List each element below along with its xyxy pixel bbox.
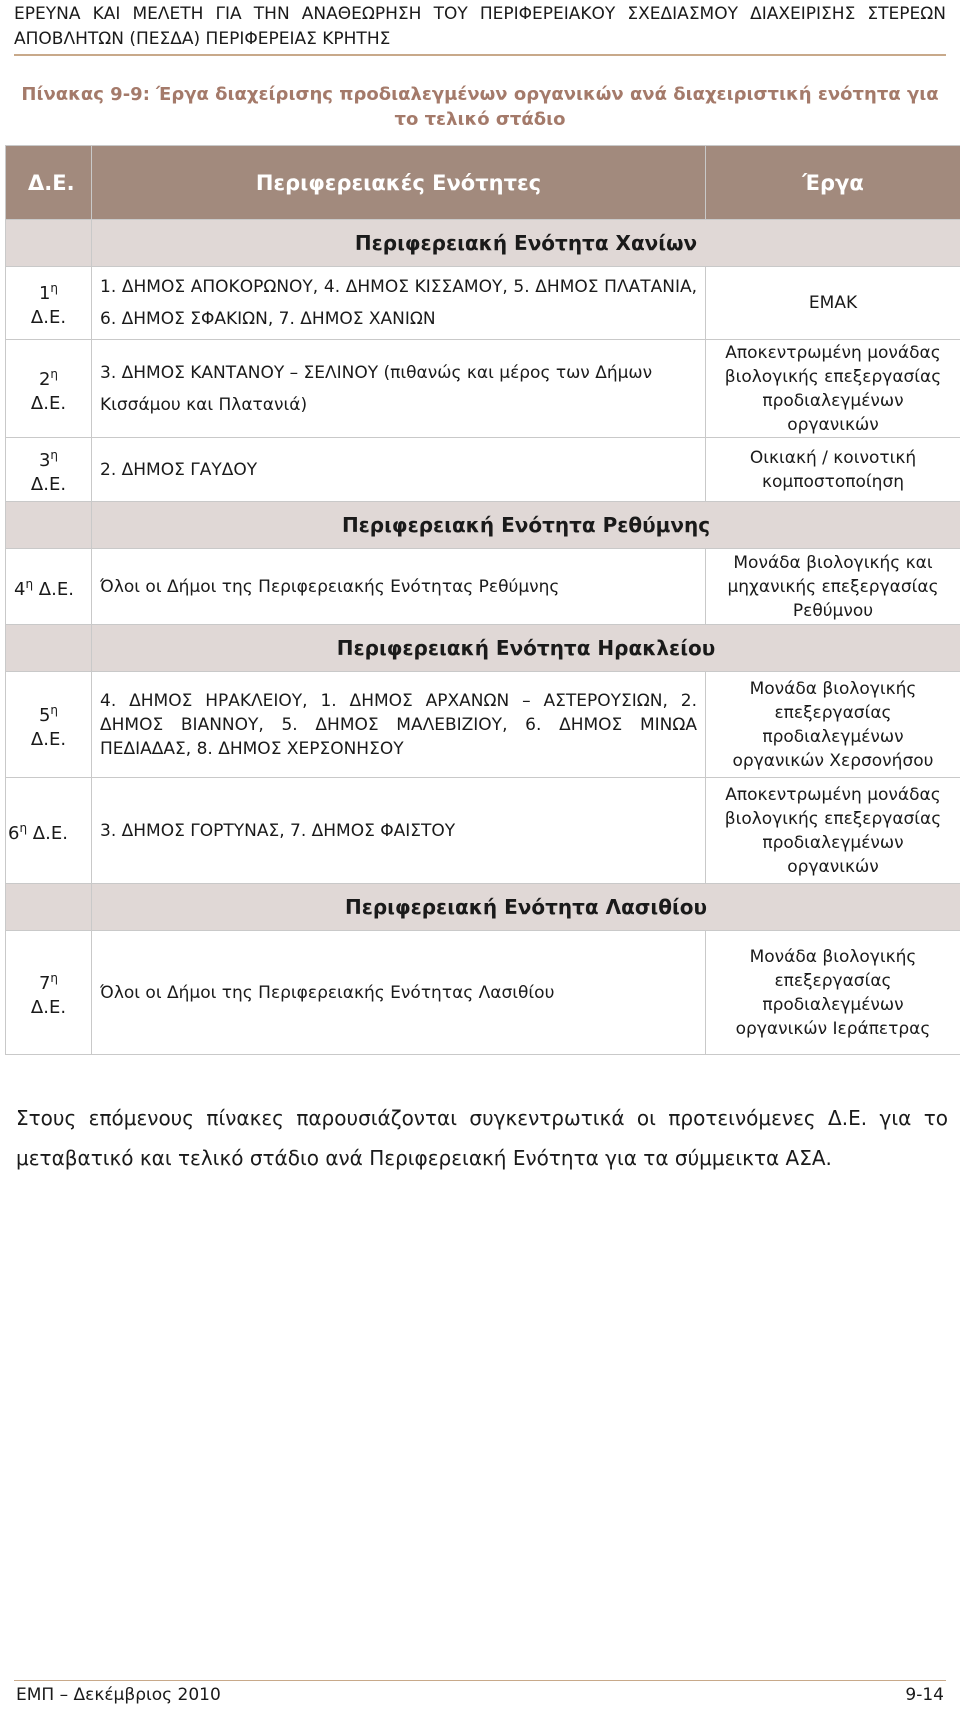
de-cell: $3^\eta$ Δ.Ε.	[6, 438, 92, 502]
region-row-heraklion	[6, 625, 960, 672]
running-header-line-1: ΕΡΕΥΝΑ ΚΑΙ ΜΕΛΕΤΗ ΓΙΑ ΤΗΝ ΑΝΑΘΕΩΡΗΣΗ ΤΟΥ ΠΕΡΙΦΕΡΕΙΑΚΟΥ ΣΧΕΔΙΑΣΜΟΥ ΔΙΑΧΕΙΡΙΣΗΣ ΣΤΕΡΕΩΝ	[14, 4, 946, 24]
municipalities-cell: 2. ΔΗΜΟΣ ΓΑΥΔΟΥ	[92, 438, 706, 502]
region-spacer	[6, 502, 92, 549]
region-title: Περιφερειακή Ενότητα Ηρακλείου	[92, 625, 960, 672]
region-row-rethymno	[6, 502, 960, 549]
table-row	[6, 672, 960, 778]
table-header-row	[6, 146, 960, 220]
project-cell: Μονάδα βιολογικής επεξεργασίας προδιαλεγμένων οργανικών Ιεράπετρας	[706, 931, 960, 1055]
project-cell: Αποκεντρωμένη μονάδας βιολογικής επεξεργασίας προδιαλεγμένων οργανικών	[706, 340, 960, 438]
footer-divider	[14, 1680, 946, 1681]
project-cell: Οικιακή / κοινοτική κομποστοποίηση	[706, 438, 960, 502]
page-number: 9-14	[905, 1685, 944, 1705]
de-cell: $4^\eta$ Δ.Ε.	[6, 549, 92, 625]
header-regional-units: Περιφερειακές Ενότητες	[92, 146, 706, 220]
projects-table	[5, 145, 960, 1055]
de-cell: $6^\eta$ Δ.Ε.	[6, 778, 92, 884]
header-de: Δ.Ε.	[6, 146, 92, 220]
project-cell: Αποκεντρωμένη μονάδας βιολογικής επεξεργασίας προδιαλεγμένων οργανικών	[706, 778, 960, 884]
table-row	[6, 340, 960, 438]
running-header	[14, 2, 946, 52]
region-title: Περιφερειακή Ενότητα Λασιθίου	[92, 884, 960, 931]
region-title: Περιφερειακή Ενότητα Ρεθύμνης	[92, 502, 960, 549]
de-cell: $7^\eta$ Δ.Ε.	[6, 931, 92, 1055]
region-row-chania	[6, 220, 960, 267]
table-row	[6, 778, 960, 884]
municipalities-cell: Όλοι οι Δήμοι της Περιφερειακής Ενότητας Ρεθύμνης	[92, 549, 706, 625]
municipalities-cell: Όλοι οι Δήμοι της Περιφερειακής Ενότητας Λασιθίου	[92, 931, 706, 1055]
region-title: Περιφερειακή Ενότητα Χανίων	[92, 220, 960, 267]
footer-left-text: ΕΜΠ – Δεκέμβριος 2010	[16, 1685, 221, 1705]
running-header-line-2: ΑΠΟΒΛΗΤΩΝ (ΠΕΣΔΑ) ΠΕΡΙΦΕΡΕΙΑΣ ΚΡΗΤΗΣ	[14, 29, 391, 49]
body-paragraph: Στους επόμενους πίνακες παρουσιάζονται συγκεντρωτικά οι προτεινόμενες Δ.Ε. για το μεταβατικό και τελικό στάδιο ανά Περιφερειακή Ενότητα για τα σύμμεικτα ΑΣΑ.	[16, 1106, 948, 1170]
table-row	[6, 438, 960, 502]
table-row	[6, 549, 960, 625]
municipalities-cell: 4. ΔΗΜΟΣ ΗΡΑΚΛΕΙΟΥ, 1. ΔΗΜΟΣ ΑΡΧΑΝΩΝ – ΑΣΤΕΡΟΥΣΙΩΝ, 2. ΔΗΜΟΣ ΒΙΑΝΝΟΥ, 5. ΔΗΜΟΣ ΜΑΛΕΒΙΖΙΟΥ, 6. ΔΗΜΟΣ ΜΙΝΩΑ ΠΕΔΙΑΔΑΣ, 8. ΔΗΜΟΣ ΧΕΡΣΟΝΗΣΟΥ	[92, 672, 706, 778]
municipalities-cell: 3. ΔΗΜΟΣ ΚΑΝΤΑΝΟΥ – ΣΕΛΙΝΟΥ (πιθανώς και μέρος των Δήμων Κισσάμου και Πλατανιά)	[92, 340, 706, 438]
table-row	[6, 931, 960, 1055]
project-cell: Μονάδα βιολογικής και μηχανικής επεξεργασίας Ρεθύμνου	[706, 549, 960, 625]
municipalities-cell: 1. ΔΗΜΟΣ ΑΠΟΚΟΡΩΝΟΥ, 4. ΔΗΜΟΣ ΚΙΣΣΑΜΟΥ, 5. ΔΗΜΟΣ ΠΛΑΤΑΝΙΑ, 6. ΔΗΜΟΣ ΣΦΑΚΙΩΝ, 7. ΔΗΜΟΣ ΧΑΝΙΩΝ	[92, 267, 706, 340]
region-spacer	[6, 884, 92, 931]
table-row	[6, 267, 960, 340]
region-row-lasithi	[6, 884, 960, 931]
project-cell: ΕΜΑΚ	[706, 267, 960, 340]
de-cell: $1^\eta$ Δ.Ε.	[6, 267, 92, 340]
municipalities-cell: 3. ΔΗΜΟΣ ΓΟΡΤΥΝΑΣ, 7. ΔΗΜΟΣ ΦΑΙΣΤΟΥ	[92, 778, 706, 884]
de-cell: $5^\eta$ Δ.Ε.	[6, 672, 92, 778]
header-projects: Έργα	[706, 146, 960, 220]
table-caption: Πίνακας 9-9: Έργα διαχείρισης προδιαλεγμένων οργανικών ανά διαχειριστική ενότητα για το τελικό στάδιο	[21, 84, 939, 130]
header-divider	[14, 54, 946, 56]
de-cell: $2^\eta$ Δ.Ε.	[6, 340, 92, 438]
region-spacer	[6, 220, 92, 267]
region-spacer	[6, 625, 92, 672]
project-cell: Μονάδα βιολογικής επεξεργασίας προδιαλεγμένων οργανικών Χερσονήσου	[706, 672, 960, 778]
